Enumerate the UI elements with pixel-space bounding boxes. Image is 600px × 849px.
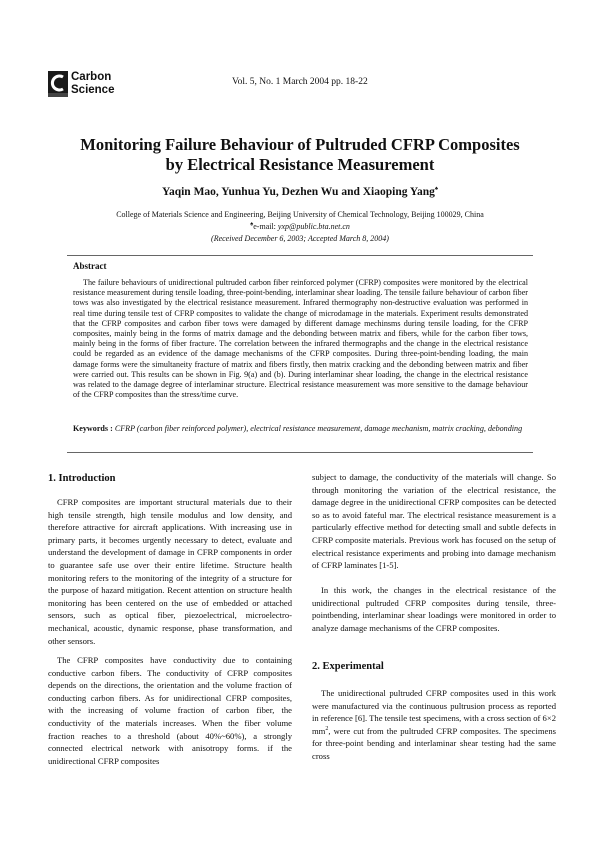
journal-name-line1: Carbon bbox=[71, 71, 112, 83]
abstract-heading: Abstract bbox=[73, 261, 107, 271]
corresponding-author-mark: ♠ bbox=[434, 186, 439, 193]
email-address[interactable]: yxp@public.bta.net.cn bbox=[277, 222, 350, 231]
superscript-2: 2 bbox=[325, 725, 329, 732]
intro-paragraph-3: subject to damage, the conductivity of the materials will change. So through monitoring the variation of the electrical resistance, the damage degree in the unidirectional CFRP composites can be detected so as to avoid fateful mar. The electrical resistance measurement is a particularly effective method for detecting small and subtle defects in CFRP composite materials. Previous work has focused on the setup of electrical resistance experiments and probing into damage mechanism of CFRP laminates [1-5]. bbox=[312, 472, 556, 571]
email-line bbox=[40, 221, 560, 233]
journal-name-line2: Science bbox=[71, 84, 115, 96]
intro-paragraph-4: In this work, the changes in the electrical resistance of the unidirectional pultruded CFRP composites during tensile, three-pointbending, interlaminar shear loadings were monitored in order to analyze damage mechanisms of the CFRP composites. bbox=[312, 585, 556, 633]
keywords-label: Keywords : bbox=[73, 424, 113, 433]
received-dates: (Received December 6, 2003; Accepted March 8, 2004) bbox=[211, 234, 389, 243]
paper-title bbox=[40, 135, 560, 175]
intro-paragraph-1: CFRP composites are important structural materials due to their high tensile strength, high tensile modulus and low density, and therefore attractive for aircraft applications. With increasing use in primary parts, it becomes urgently necessary to detect, evaluate and understand the development of damage in CFRP components in order to guarantee safe use over their entire lifetime. Structure health monitoring refers to the monitoring of the integrity of a structure for the purpose of hazard mitigation. Recent attention on structure health monitoring has been centered on the use of embedded or attached sensors, such as optical fiber, piezoelectrical, microelectro-mechanical, acoustic, dynamic response, phase transformation, and other sensors. bbox=[48, 497, 292, 646]
abstract-text: The failure behaviours of unidirectional pultruded carbon fiber reinforced polymer (CFRP) composites were monitored by the electrical resistance measurement during tensile loading, three-point-bending, interlaminar shear loading. The tensile failure behaviour of carbon fiber tows was also investigated by the electrical resistance measurement. Infrared thermography non-destructive evaluation was performed in real time during tensile test of CFRP composites to validate the change of microdamage in the materials. Experiment results demonstrated that the CFRP composites and carbon fiber tows were damaged by different damage mechinsms during tensile loading, for the CFRP composites, mainly being in the forms of matrix damage and the debonding between matrix and fibers, while for the carbon fiber tows, mainly being in the forms of fiber fracture. The correlation between the infrared thermographs and the change in the electrical resistance could be regarded as an evidence of the damage mechanisms of the CFRP composites. During three-point-bending loading, the main damage forms were the simultaneity fracture of matrix and fibers firstly, then matrix cracking and the debonding between matrix and fiber were carried out. This results can be shown in Fig. 9(a) and (b). During interlaminar shear loading, the change in the electrical resistance was related to the damage degree of interlaminar structure. Electrical resistance measurement was more sensitive to the damage behaviour of the CFRP composites than the stress/time curve. bbox=[73, 278, 528, 400]
keywords bbox=[73, 424, 528, 434]
experimental-paragraph-1 bbox=[312, 687, 556, 763]
section-experimental-heading: 2. Experimental bbox=[312, 661, 384, 672]
paper-authors bbox=[40, 186, 560, 198]
affiliation-block bbox=[40, 209, 560, 245]
email-mark: ♠ bbox=[250, 221, 254, 228]
carbon-science-logo-icon bbox=[48, 71, 68, 97]
authors-names: Yaqin Mao, Yunhua Yu, Dezhen Wu and Xiaoping Yang bbox=[161, 186, 435, 198]
section-introduction-heading: 1. Introduction bbox=[48, 473, 116, 484]
experimental-text-a: The unidirectional pultruded CFRP composites used in this work were manufactured via the continuous pultrusion process as reported in reference [6]. The tensile test specimens, with a cross section of 6×2 mm bbox=[312, 688, 556, 736]
journal-volume-info: Vol. 5, No. 1 March 2004 pp. 18-22 bbox=[232, 77, 368, 87]
abstract-top-rule bbox=[67, 255, 533, 256]
experimental-text-b: , were cut from the pultruded CFRP composites. The specimens for three-point bending and interlaminar shear testing had the same cross bbox=[312, 725, 556, 761]
abstract-bottom-rule bbox=[67, 452, 533, 453]
journal-name bbox=[71, 71, 114, 97]
keywords-list: CFRP (carbon fiber reinforced polymer), electrical resistance measurement, damage mechanism, matrix cracking, debonding bbox=[112, 424, 523, 433]
intro-paragraph-2: The CFRP composites have conductivity due to containing conductive carbon fibers. The conductivity of CFRP composites depends on the directions, the orientation and the volume fraction of conducting carbon fibers. As for unidirectional CFRP composites, with the increasing of volume fraction of carbon fiber, the conductivity of the materials increases. When the fiber volume fraction reaches to a threshold (about 40%~60%), a strongly connected electrical network with anisotropy forms. if the unidirectional CFRP composites bbox=[48, 655, 292, 766]
paper-title-line2: by Electrical Resistance Measurement bbox=[165, 155, 435, 174]
paper-title-line1: Monitoring Failure Behaviour of Pultruded CFRP Composites bbox=[80, 135, 520, 154]
affiliation: College of Materials Science and Engineering, Beijing University of Chemical Technology, Beijing 100029, China bbox=[116, 210, 484, 219]
journal-logo bbox=[48, 71, 128, 99]
email-label: e-mail: bbox=[253, 222, 278, 231]
